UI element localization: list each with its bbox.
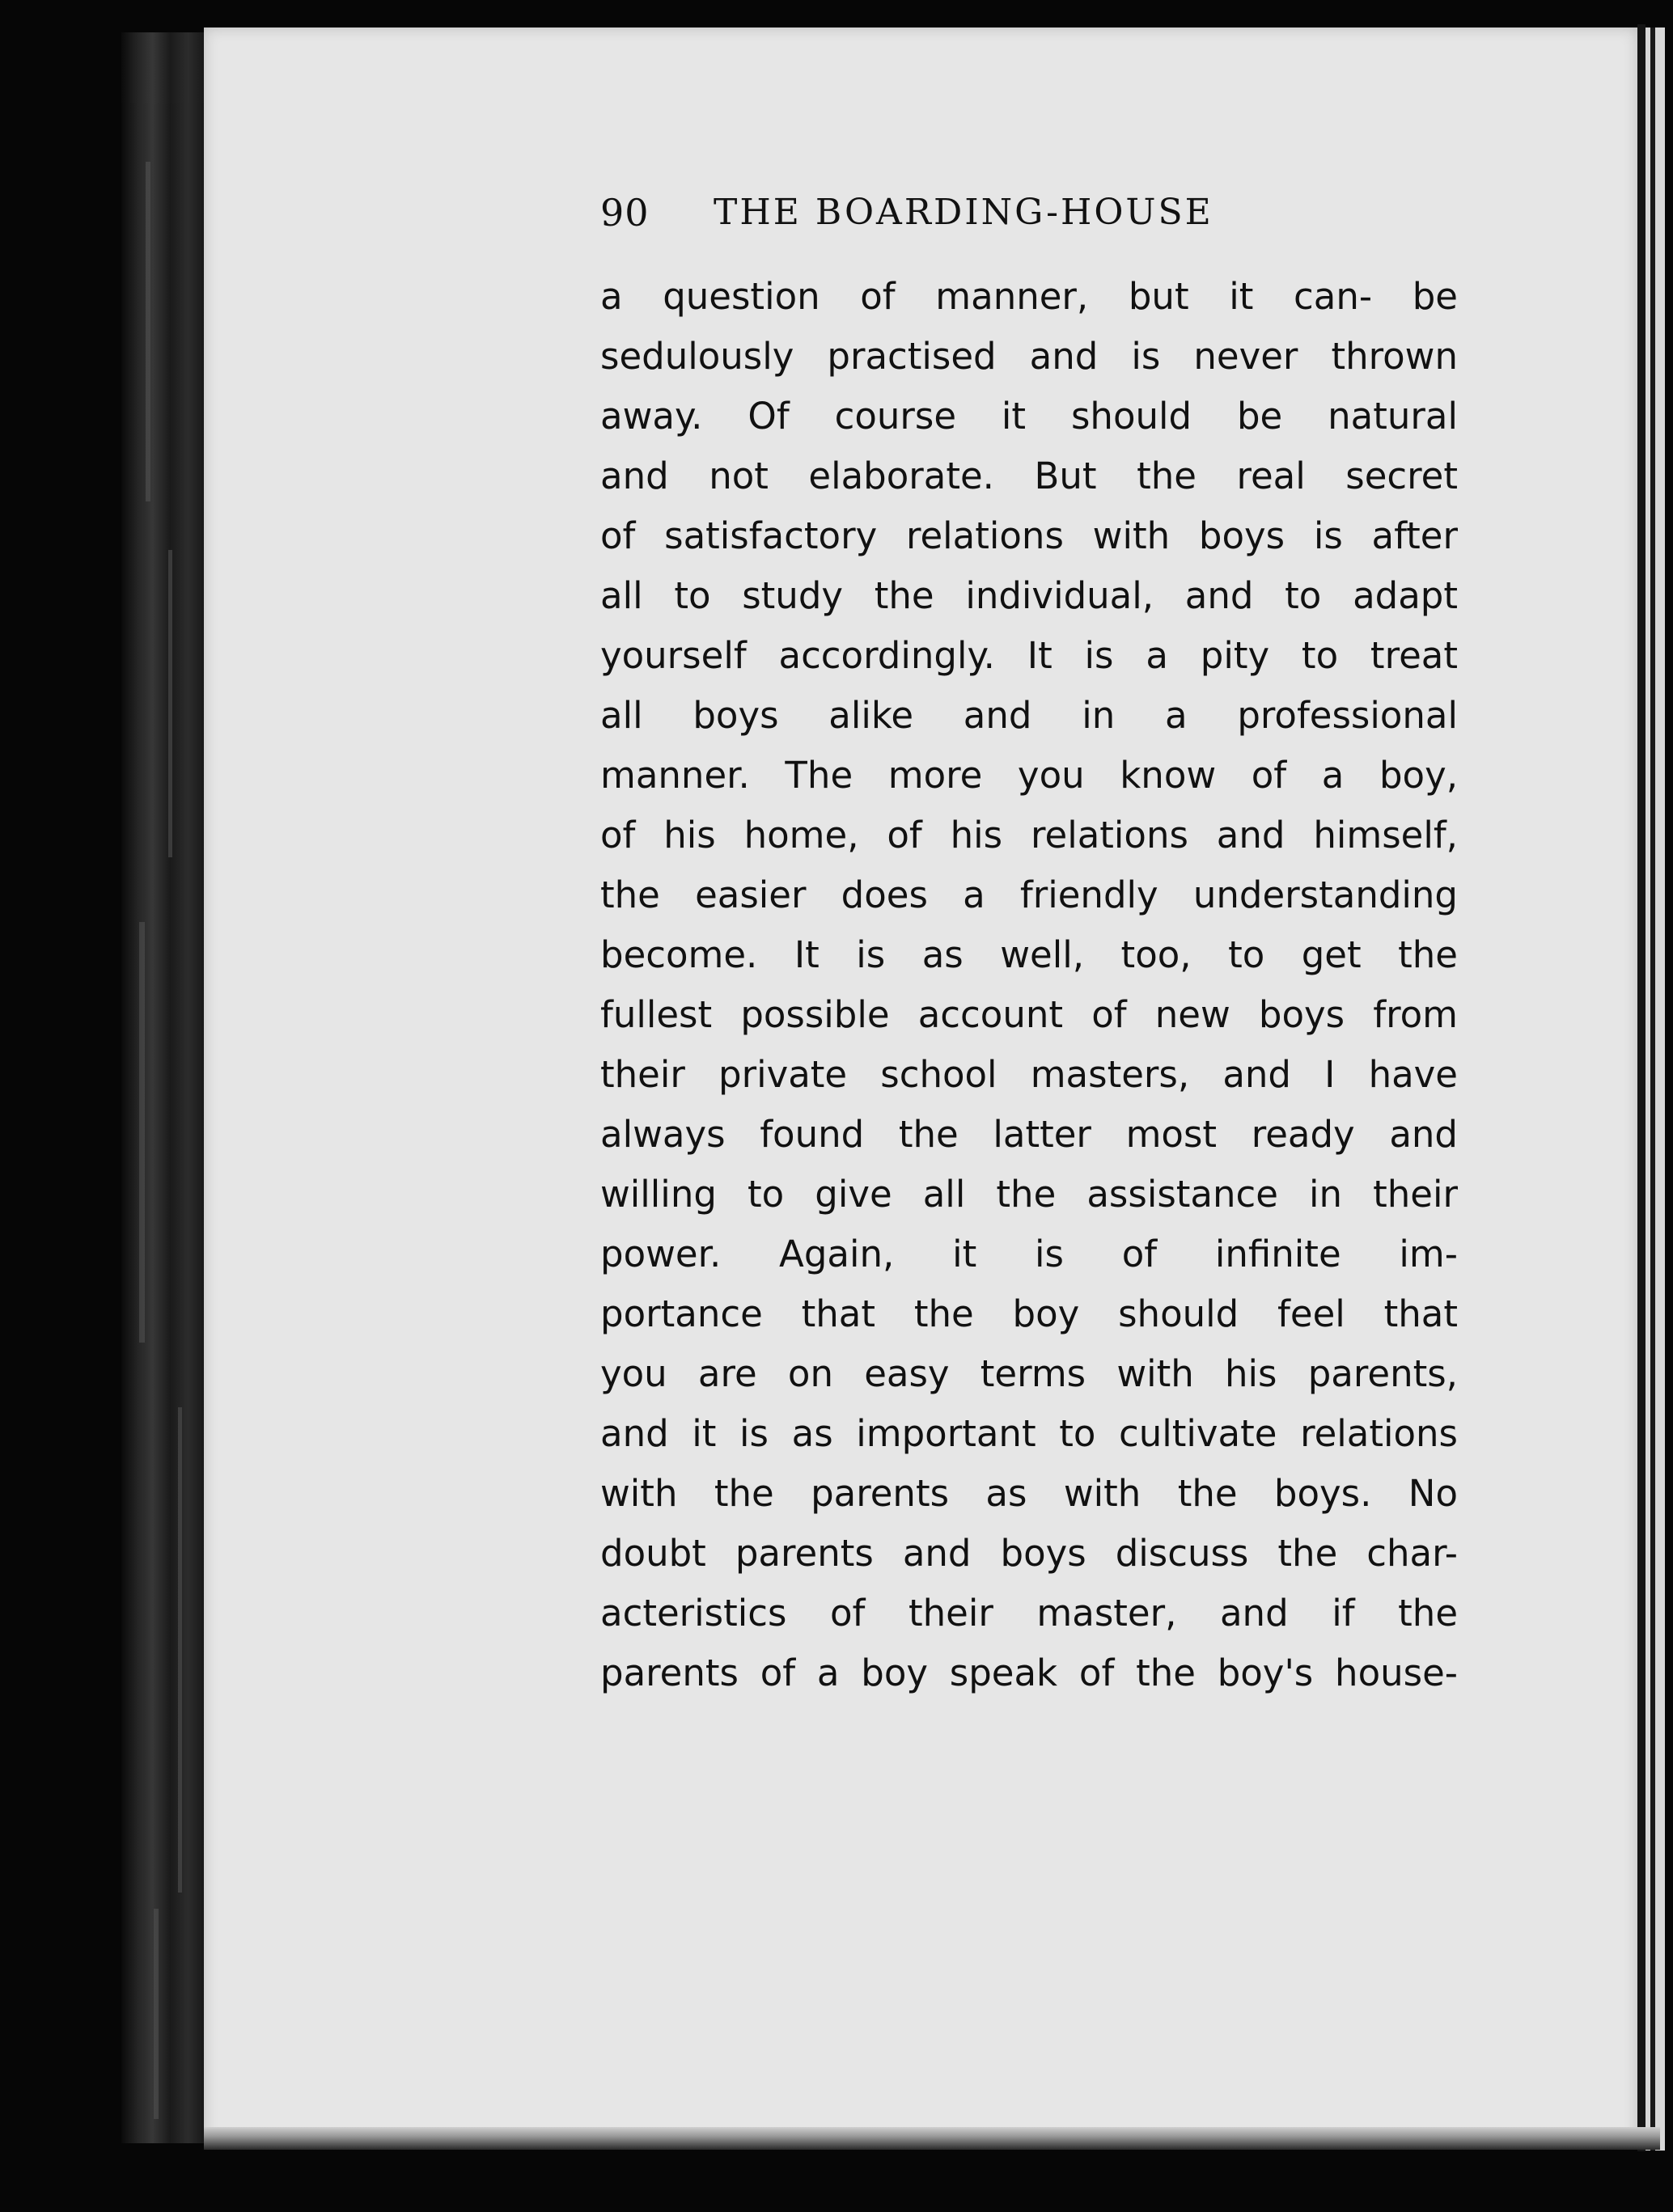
text-line: always found the latter most ready and [600, 1113, 1458, 1156]
page-bottom-edge [204, 2127, 1660, 2150]
text-line: willing to give all the assistance in their [600, 1173, 1458, 1216]
next-page-edge [1645, 27, 1665, 2151]
text-line: you are on easy terms with his parents, [600, 1352, 1458, 1395]
text-line: portance that the boy should feel that [600, 1292, 1458, 1335]
page-gutter-shadow [1637, 24, 1645, 2151]
text-line: of his home, of his relations and himself, [600, 814, 1458, 856]
text-line: with the parents as with the boys. No [600, 1472, 1458, 1515]
spine-wear-mark [146, 162, 150, 501]
text-line: and it is as important to cultivate relations [600, 1412, 1458, 1455]
page-header [600, 184, 1458, 241]
text-line: acteristics of their master, and if the [600, 1592, 1458, 1635]
text-line: all to study the individual, and to adapt [600, 574, 1458, 617]
text-line: of satisfactory relations with boys is after [600, 514, 1458, 557]
text-line: and not elaborate. But the real secret [600, 455, 1458, 497]
text-line: doubt parents and boys discuss the char- [600, 1532, 1458, 1575]
text-line: their private school masters, and I have [600, 1053, 1458, 1096]
spine-wear-mark [139, 922, 145, 1343]
text-line: away. Of course it should be natural [600, 395, 1458, 438]
book-spine [121, 32, 210, 2143]
running-head: THE BOARDING-HOUSE [714, 192, 1213, 233]
text-line: become. It is as well, too, to get the [600, 933, 1458, 976]
spine-wear-mark [168, 550, 172, 857]
text-line: manner. The more you know of a boy, [600, 754, 1458, 797]
text-line: sedulously practised and is never thrown [600, 335, 1458, 378]
text-line: power. Again, it is of infinite im- [600, 1233, 1458, 1275]
text-line: a question of manner, but it can- be [600, 275, 1458, 318]
page-number: 90 [600, 191, 650, 235]
text-line: all boys alike and in a professional [600, 694, 1458, 737]
spine-wear-mark [154, 1909, 159, 2119]
text-line: yourself accordingly. It is a pity to treat [600, 634, 1458, 677]
text-line: fullest possible account of new boys from [600, 993, 1458, 1036]
body-text [600, 267, 1458, 1703]
next-page-edge-shadow [1650, 27, 1655, 2151]
spine-wear-mark [178, 1407, 182, 1893]
text-line: the easier does a friendly understanding [600, 873, 1458, 916]
text-line: parents of a boy speak of the boy's house- [600, 1652, 1458, 1694]
